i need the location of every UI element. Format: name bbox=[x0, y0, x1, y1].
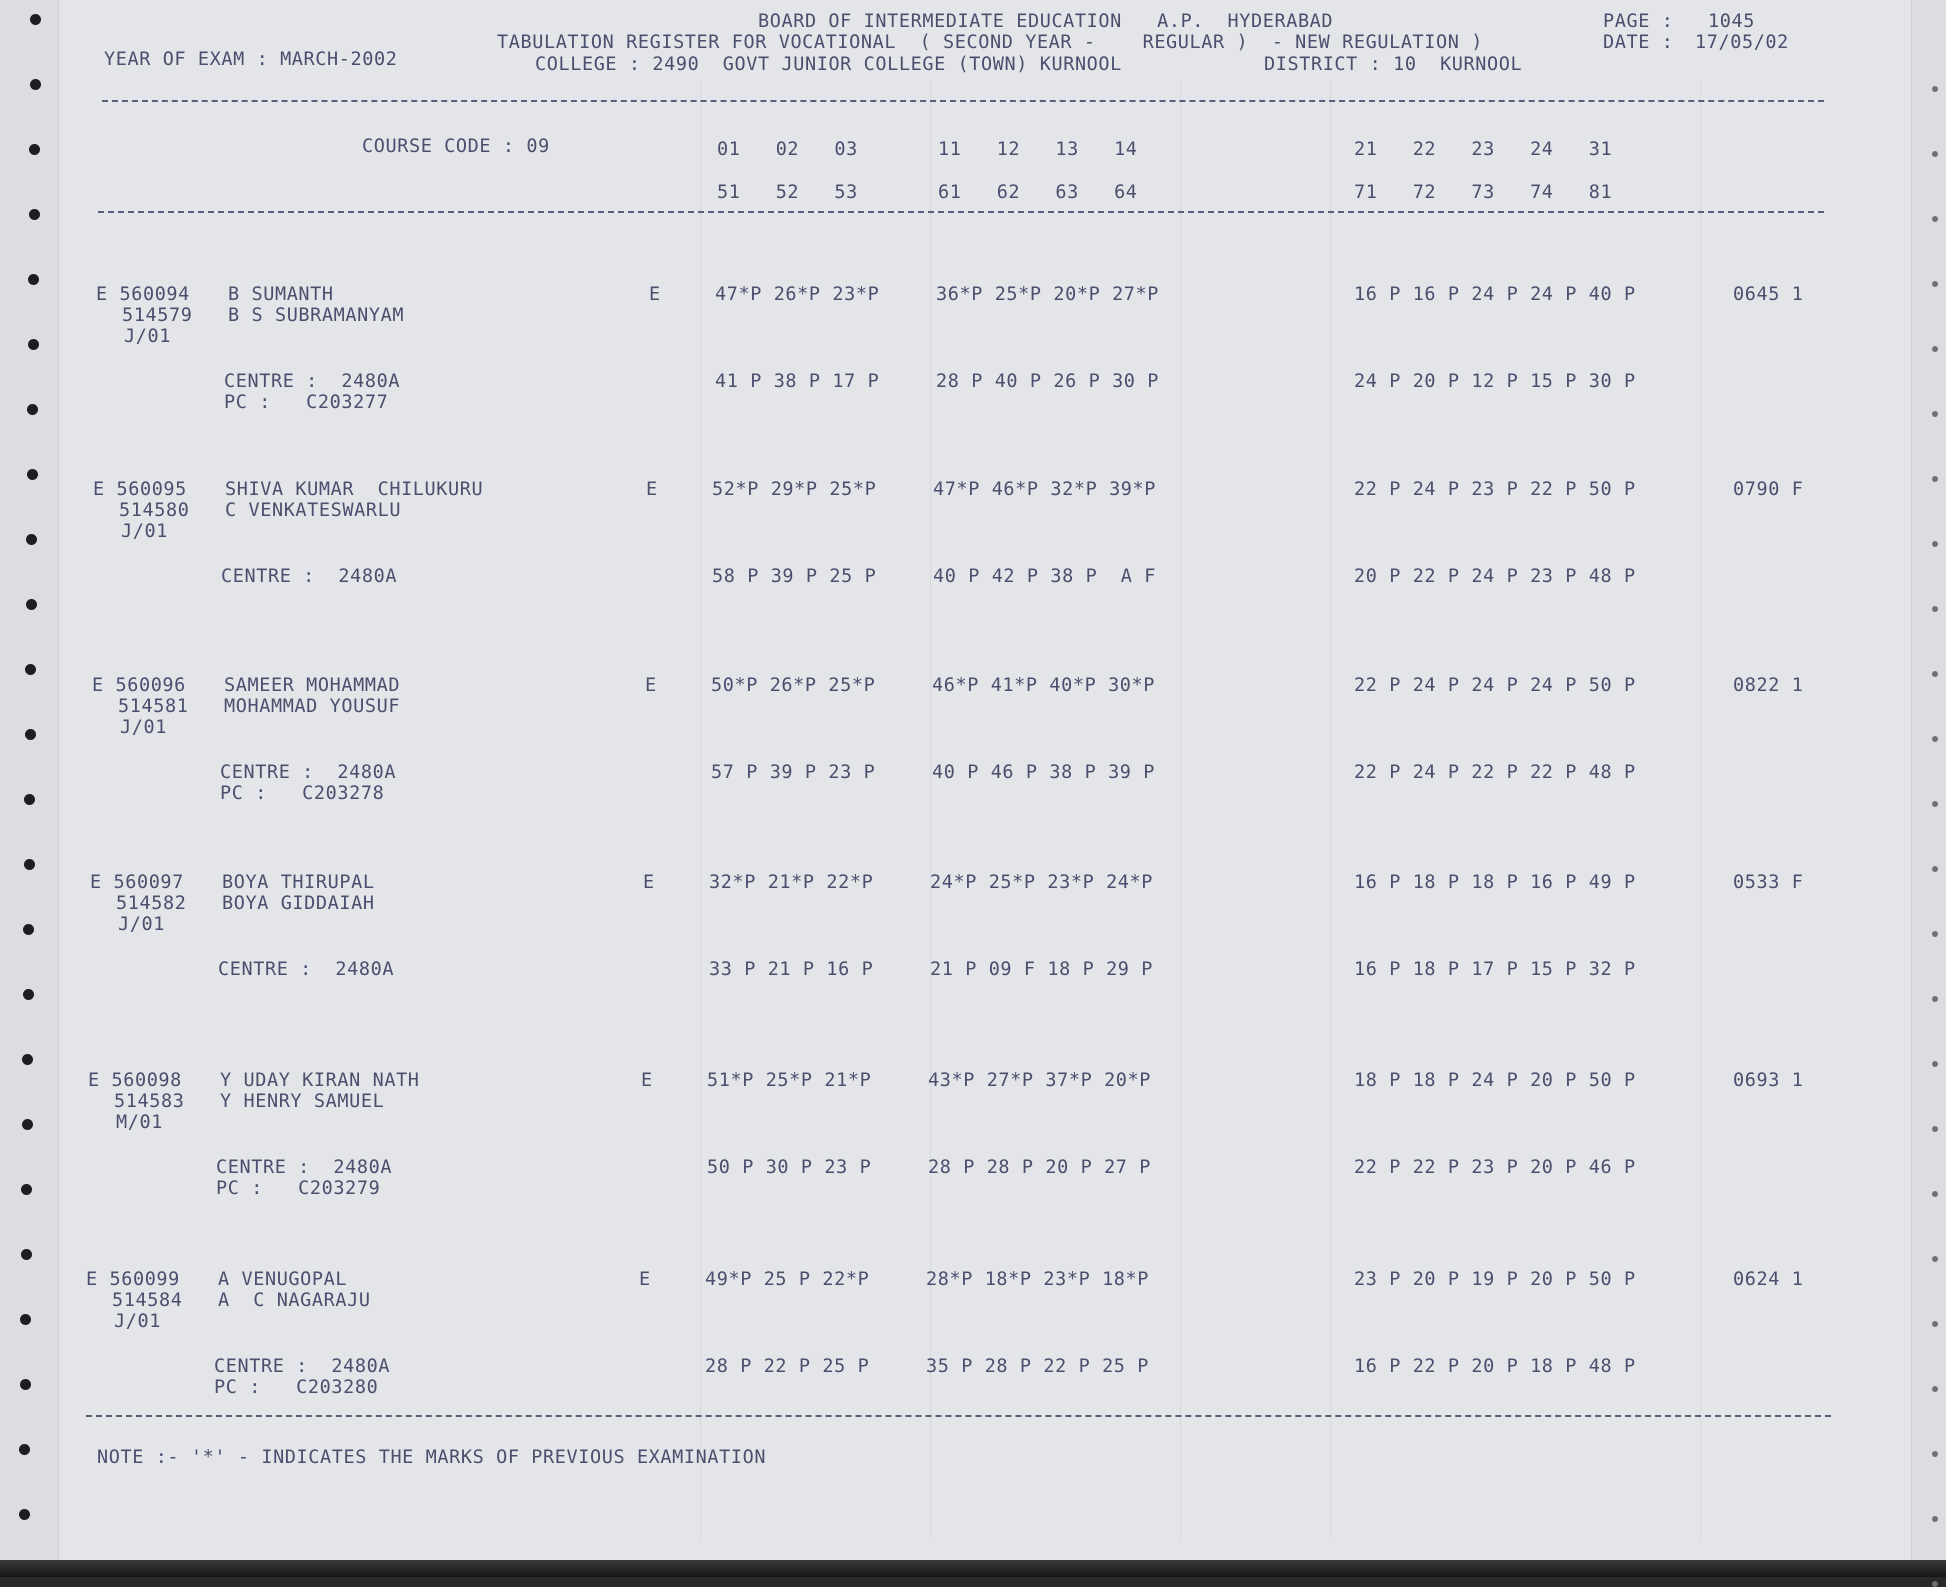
second-year-marks-b: 40 P 42 P 38 P A F bbox=[933, 566, 1157, 587]
first-year-marks-a: 51*P 25*P 21*P bbox=[707, 1070, 872, 1091]
first-year-marks-c: 23 P 20 P 19 P 20 P 50 P bbox=[1354, 1269, 1636, 1290]
date-label: DATE : bbox=[1603, 32, 1674, 53]
medium-code: E bbox=[645, 675, 657, 696]
medium-code: E bbox=[639, 1269, 651, 1290]
sprocket-hole bbox=[29, 209, 40, 220]
student-group: J/01 bbox=[121, 521, 168, 542]
sprocket-hole bbox=[1932, 1451, 1938, 1457]
first-year-marks-c: 22 P 24 P 23 P 22 P 50 P bbox=[1354, 479, 1636, 500]
student-hall-ticket: 514581 bbox=[118, 696, 189, 717]
sprocket-hole bbox=[30, 79, 41, 90]
register-title: TABULATION REGISTER FOR VOCATIONAL ( SECOND YEAR - REGULAR ) - NEW REGULATION ) bbox=[497, 32, 1483, 53]
father-name: Y HENRY SAMUEL bbox=[220, 1091, 385, 1112]
sprocket-hole bbox=[1932, 216, 1938, 222]
student-group: M/01 bbox=[116, 1112, 163, 1133]
sprocket-hole bbox=[1932, 931, 1938, 937]
sprocket-hole bbox=[22, 1119, 33, 1130]
sprocket-hole bbox=[19, 1444, 30, 1455]
district-info: DISTRICT : 10 KURNOOL bbox=[1264, 54, 1523, 75]
second-year-marks-a: 28 P 22 P 25 P bbox=[705, 1356, 870, 1377]
sprocket-hole bbox=[23, 924, 34, 935]
sprocket-hole bbox=[1932, 346, 1938, 352]
student-group: J/01 bbox=[114, 1311, 161, 1332]
sprocket-hole bbox=[24, 794, 35, 805]
student-hall-ticket: 514583 bbox=[114, 1091, 185, 1112]
first-year-marks-a: 50*P 26*P 25*P bbox=[711, 675, 876, 696]
second-year-marks-a: 57 P 39 P 23 P bbox=[711, 762, 876, 783]
sprocket-hole bbox=[20, 1379, 31, 1390]
second-year-marks-b: 28 P 28 P 20 P 27 P bbox=[928, 1157, 1152, 1178]
sprocket-hole bbox=[1932, 541, 1938, 547]
sprocket-hole bbox=[30, 14, 41, 25]
student-roll-number: E 560099 bbox=[86, 1269, 180, 1290]
first-year-marks-c: 16 P 18 P 18 P 16 P 49 P bbox=[1354, 872, 1636, 893]
student-hall-ticket: 514579 bbox=[122, 305, 193, 326]
first-year-marks-b: 24*P 25*P 23*P 24*P bbox=[930, 872, 1154, 893]
sprocket-hole bbox=[1932, 1321, 1938, 1327]
second-year-marks-b: 35 P 28 P 22 P 25 P bbox=[926, 1356, 1150, 1377]
second-year-marks-b: 28 P 40 P 26 P 30 P bbox=[936, 371, 1160, 392]
grand-total: 0624 1 bbox=[1733, 1269, 1804, 1290]
student-group: J/01 bbox=[120, 717, 167, 738]
subject-codes-1a: 01 02 03 bbox=[717, 139, 858, 160]
sprocket-hole bbox=[1932, 801, 1938, 807]
exam-centre: CENTRE : 2480A bbox=[218, 959, 395, 980]
exam-centre: CENTRE : 2480A bbox=[214, 1356, 391, 1377]
date-value: 17/05/02 bbox=[1695, 32, 1789, 53]
column-guide bbox=[930, 80, 931, 1540]
subject-codes-2b: 61 62 63 64 bbox=[938, 182, 1138, 203]
sprocket-hole bbox=[19, 1509, 30, 1520]
medium-code: E bbox=[649, 284, 661, 305]
student-name: A VENUGOPAL bbox=[218, 1269, 348, 1290]
exam-centre: CENTRE : 2480A bbox=[216, 1157, 393, 1178]
student-name: BOYA THIRUPAL bbox=[222, 872, 375, 893]
column-guide bbox=[1700, 80, 1701, 1540]
right-tractor-strip bbox=[1911, 0, 1946, 1560]
father-name: B S SUBRAMANYAM bbox=[228, 305, 405, 326]
second-year-marks-a: 50 P 30 P 23 P bbox=[707, 1157, 872, 1178]
student-roll-number: E 560098 bbox=[88, 1070, 182, 1091]
footnote: NOTE :- '*' - INDICATES THE MARKS OF PREVIOUS EXAMINATION bbox=[97, 1447, 767, 1468]
sprocket-hole bbox=[1932, 1191, 1938, 1197]
footer-divider bbox=[86, 1415, 1831, 1417]
sprocket-hole bbox=[1932, 86, 1938, 92]
subject-codes-1c: 21 22 23 24 31 bbox=[1354, 139, 1613, 160]
sprocket-hole bbox=[29, 144, 40, 155]
exam-centre: CENTRE : 2480A bbox=[224, 371, 401, 392]
sprocket-hole bbox=[1932, 281, 1938, 287]
student-hall-ticket: 514584 bbox=[112, 1290, 183, 1311]
sprocket-hole bbox=[27, 404, 38, 415]
sprocket-hole bbox=[1932, 866, 1938, 872]
student-roll-number: E 560094 bbox=[96, 284, 190, 305]
sprocket-hole bbox=[1932, 411, 1938, 417]
left-tractor-strip bbox=[0, 0, 59, 1560]
student-name: SAMEER MOHAMMAD bbox=[224, 675, 401, 696]
second-year-marks-c: 22 P 22 P 23 P 20 P 46 P bbox=[1354, 1157, 1636, 1178]
header-divider bbox=[102, 100, 1824, 102]
first-year-marks-c: 18 P 18 P 24 P 20 P 50 P bbox=[1354, 1070, 1636, 1091]
page-number: 1045 bbox=[1708, 11, 1755, 32]
sprocket-hole bbox=[20, 1314, 31, 1325]
sprocket-hole bbox=[21, 1249, 32, 1260]
first-year-marks-b: 28*P 18*P 23*P 18*P bbox=[926, 1269, 1150, 1290]
sprocket-hole bbox=[1932, 151, 1938, 157]
second-year-marks-a: 33 P 21 P 16 P bbox=[709, 959, 874, 980]
father-name: C VENKATESWARLU bbox=[225, 500, 402, 521]
grand-total: 0693 1 bbox=[1733, 1070, 1804, 1091]
sprocket-hole bbox=[1932, 1256, 1938, 1262]
sprocket-hole bbox=[1932, 996, 1938, 1002]
course-code: COURSE CODE : 09 bbox=[362, 136, 550, 157]
second-year-marks-c: 24 P 20 P 12 P 15 P 30 P bbox=[1354, 371, 1636, 392]
desk-edge bbox=[0, 1560, 1946, 1577]
student-roll-number: E 560096 bbox=[92, 675, 186, 696]
sprocket-hole bbox=[23, 989, 34, 1000]
second-year-marks-b: 40 P 46 P 38 P 39 P bbox=[932, 762, 1156, 783]
sprocket-hole bbox=[1932, 1386, 1938, 1392]
sprocket-hole bbox=[1932, 736, 1938, 742]
sprocket-hole bbox=[1932, 1061, 1938, 1067]
first-year-marks-b: 43*P 27*P 37*P 20*P bbox=[928, 1070, 1152, 1091]
sprocket-hole bbox=[1932, 1581, 1938, 1587]
second-year-marks-a: 41 P 38 P 17 P bbox=[715, 371, 880, 392]
medium-code: E bbox=[641, 1070, 653, 1091]
student-roll-number: E 560095 bbox=[93, 479, 187, 500]
second-year-marks-c: 16 P 22 P 20 P 18 P 48 P bbox=[1354, 1356, 1636, 1377]
sprocket-hole bbox=[1932, 671, 1938, 677]
sprocket-hole bbox=[27, 469, 38, 480]
exam-centre: CENTRE : 2480A bbox=[220, 762, 397, 783]
first-year-marks-c: 22 P 24 P 24 P 24 P 50 P bbox=[1354, 675, 1636, 696]
first-year-marks-a: 47*P 26*P 23*P bbox=[715, 284, 880, 305]
course-divider bbox=[98, 211, 1824, 213]
student-group: J/01 bbox=[124, 326, 171, 347]
sprocket-hole bbox=[22, 1054, 33, 1065]
sprocket-hole bbox=[28, 274, 39, 285]
father-name: MOHAMMAD YOUSUF bbox=[224, 696, 401, 717]
second-year-marks-a: 58 P 39 P 25 P bbox=[712, 566, 877, 587]
grand-total: 0645 1 bbox=[1733, 284, 1804, 305]
subject-codes-2a: 51 52 53 bbox=[717, 182, 858, 203]
student-name: Y UDAY KIRAN NATH bbox=[220, 1070, 420, 1091]
sprocket-hole bbox=[21, 1184, 32, 1195]
subject-codes-1b: 11 12 13 14 bbox=[938, 139, 1138, 160]
sprocket-hole bbox=[25, 664, 36, 675]
pc-number: PC : C203277 bbox=[224, 392, 389, 413]
column-guide bbox=[700, 80, 701, 1540]
board-title: BOARD OF INTERMEDIATE EDUCATION A.P. HYDERABAD bbox=[758, 11, 1334, 32]
exam-centre: CENTRE : 2480A bbox=[221, 566, 398, 587]
sprocket-hole bbox=[26, 534, 37, 545]
sprocket-hole bbox=[28, 339, 39, 350]
page-label: PAGE : bbox=[1603, 11, 1674, 32]
subject-codes-2c: 71 72 73 74 81 bbox=[1354, 182, 1613, 203]
student-hall-ticket: 514582 bbox=[116, 893, 187, 914]
student-roll-number: E 560097 bbox=[90, 872, 184, 893]
sprocket-hole bbox=[1932, 476, 1938, 482]
grand-total: 0790 F bbox=[1733, 479, 1804, 500]
first-year-marks-b: 46*P 41*P 40*P 30*P bbox=[932, 675, 1156, 696]
sprocket-hole bbox=[1932, 1516, 1938, 1522]
father-name: A C NAGARAJU bbox=[218, 1290, 371, 1311]
grand-total: 0822 1 bbox=[1733, 675, 1804, 696]
student-group: J/01 bbox=[118, 914, 165, 935]
student-hall-ticket: 514580 bbox=[119, 500, 190, 521]
column-guide bbox=[1180, 80, 1181, 1540]
second-year-marks-b: 21 P 09 F 18 P 29 P bbox=[930, 959, 1154, 980]
first-year-marks-a: 52*P 29*P 25*P bbox=[712, 479, 877, 500]
sprocket-hole bbox=[1932, 1126, 1938, 1132]
second-year-marks-c: 20 P 22 P 24 P 23 P 48 P bbox=[1354, 566, 1636, 587]
column-guide bbox=[1330, 80, 1331, 1540]
first-year-marks-b: 36*P 25*P 20*P 27*P bbox=[936, 284, 1160, 305]
father-name: BOYA GIDDAIAH bbox=[222, 893, 375, 914]
first-year-marks-b: 47*P 46*P 32*P 39*P bbox=[933, 479, 1157, 500]
first-year-marks-c: 16 P 16 P 24 P 24 P 40 P bbox=[1354, 284, 1636, 305]
year-of-exam: YEAR OF EXAM : MARCH-2002 bbox=[104, 49, 398, 70]
medium-code: E bbox=[643, 872, 655, 893]
pc-number: PC : C203280 bbox=[214, 1377, 379, 1398]
second-year-marks-c: 22 P 24 P 22 P 22 P 48 P bbox=[1354, 762, 1636, 783]
first-year-marks-a: 32*P 21*P 22*P bbox=[709, 872, 874, 893]
sprocket-hole bbox=[24, 859, 35, 870]
student-name: SHIVA KUMAR CHILUKURU bbox=[225, 479, 484, 500]
sprocket-hole bbox=[1932, 606, 1938, 612]
second-year-marks-c: 16 P 18 P 17 P 15 P 32 P bbox=[1354, 959, 1636, 980]
college-info: COLLEGE : 2490 GOVT JUNIOR COLLEGE (TOWN) KURNOOL bbox=[535, 54, 1122, 75]
grand-total: 0533 F bbox=[1733, 872, 1804, 893]
sprocket-hole bbox=[25, 729, 36, 740]
sprocket-hole bbox=[26, 599, 37, 610]
medium-code: E bbox=[646, 479, 658, 500]
first-year-marks-a: 49*P 25 P 22*P bbox=[705, 1269, 870, 1290]
pc-number: PC : C203279 bbox=[216, 1178, 381, 1199]
pc-number: PC : C203278 bbox=[220, 783, 385, 804]
student-name: B SUMANTH bbox=[228, 284, 334, 305]
